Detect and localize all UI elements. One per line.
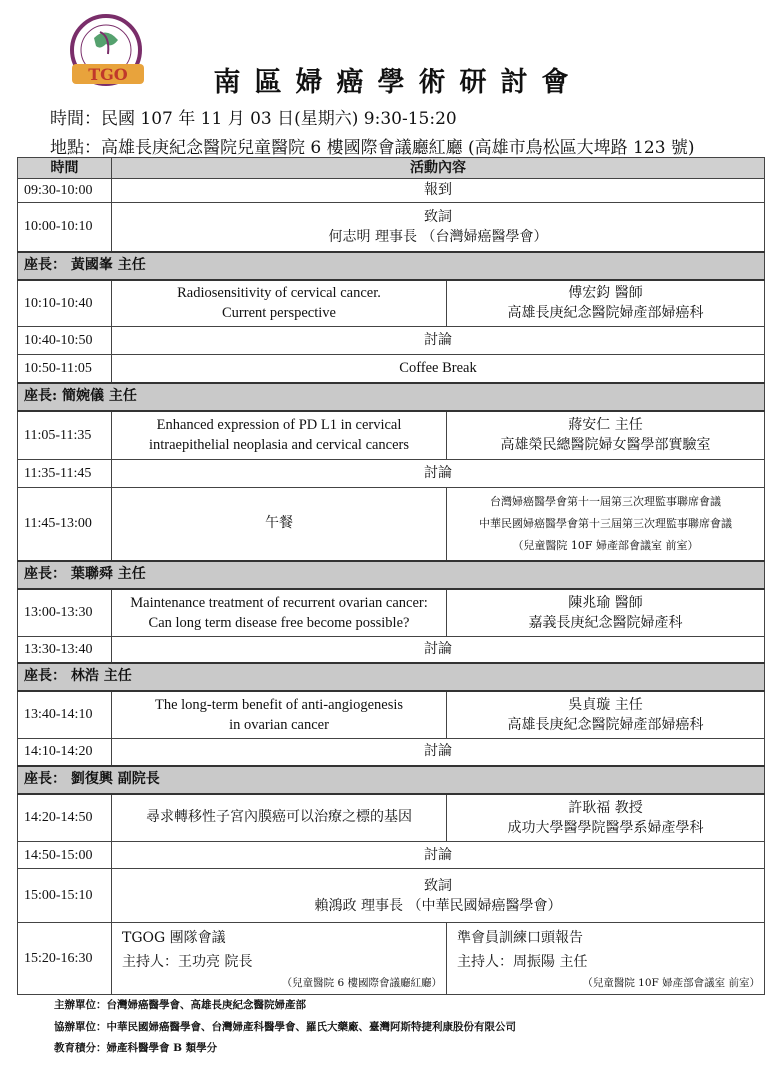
table-row (18, 691, 765, 739)
remarks-label: 致詞 (424, 877, 452, 894)
talk-speaker (447, 280, 765, 327)
talk-topic (112, 589, 447, 637)
row-time: 10:10-10:40 (18, 280, 112, 327)
row-activity: 報到 (112, 179, 765, 203)
session-chair: 座長： 林浩 主任 (18, 663, 765, 691)
chair-row (18, 383, 765, 411)
session-chair: 座長： 葉聯舜 主任 (18, 561, 765, 589)
topic-line: Radiosensitivity of cervical cancer. (177, 285, 381, 302)
meeting-title: 準會員訓練口頭報告 (457, 929, 583, 946)
topic-line: Current perspective (222, 305, 336, 322)
row-time: 13:40-14:10 (18, 691, 112, 739)
organizer-line: 主辦單位：台灣婦癌醫學會、高雄長庚紀念醫院婦產部 (54, 999, 306, 1011)
tgog-meeting (112, 923, 447, 995)
page-title: 南區婦癌學術研討會 (213, 67, 583, 98)
remarks-label: 致詞 (424, 208, 452, 225)
talk-topic (112, 691, 447, 739)
opening-remarks (112, 203, 765, 252)
row-time: 14:10-14:20 (18, 739, 112, 766)
topic-line: intraepithelial neoplasia and cervical cancers (148, 437, 410, 454)
meeting-location: （兒童醫院 6 樓國際會議廳紅廳） (281, 976, 442, 989)
row-time: 10:50-11:05 (18, 355, 112, 383)
speaker-affiliation: 高雄長庚紀念醫院婦產部婦癌科 (507, 716, 704, 733)
table-row (18, 355, 765, 383)
logo-letters: TGO (88, 65, 128, 84)
speaker-affiliation: 嘉義長庚紀念醫院婦產科 (528, 614, 683, 631)
table-row (18, 411, 765, 460)
table-row (18, 794, 765, 842)
row-time: 10:40-10:50 (18, 327, 112, 355)
meeting-host: 主持人：周振陽 主任 (457, 953, 588, 970)
session-chair: 座長： 劉復興 副院長 (18, 766, 765, 794)
schedule-table (17, 157, 765, 995)
table-row (18, 739, 765, 766)
speaker-affiliation: 成功大學醫學院醫學系婦產學科 (507, 819, 704, 836)
talk-speaker (447, 411, 765, 460)
talk-topic: 尋求轉移性子宮內膜癌可以治療之標的基因 (112, 794, 447, 842)
row-activity: 討論 (112, 460, 765, 488)
row-time: 13:00-13:30 (18, 589, 112, 637)
event-time: 時間：民國 107 年 11 月 03 日(星期六) 9:30-15:20 (50, 109, 457, 129)
meeting-location: （兒童醫院 10F 婦產部會議室 前室） (582, 976, 760, 989)
topic-line: The long-term benefit of anti-angiogenesis (154, 696, 404, 713)
board-meetings (447, 488, 765, 561)
row-activity: 討論 (112, 739, 765, 766)
topic-line: Enhanced expression of PD L1 in cervical (156, 417, 402, 434)
speaker-name: 傅宏鈞 醫師 (568, 285, 643, 302)
remarks-speaker: 何志明 理事長 （台灣婦癌醫學會） (328, 228, 548, 245)
table-row (18, 589, 765, 637)
table-header-row (18, 158, 765, 179)
table-row (18, 460, 765, 488)
table-row (18, 869, 765, 923)
speaker-name: 蔣安仁 主任 (568, 417, 643, 434)
speaker-name: 許耿福 教授 (568, 799, 643, 816)
topic-line: Can long term disease free become possible? (148, 614, 410, 631)
row-activity: 討論 (112, 842, 765, 869)
chair-row (18, 252, 765, 280)
table-row (18, 923, 765, 995)
session-chair: 座長: 簡婉儀 主任 (18, 383, 765, 411)
table-row (18, 842, 765, 869)
speaker-affiliation: 高雄長庚紀念醫院婦產部婦癌科 (507, 305, 704, 322)
speaker-name: 吳貞璇 主任 (568, 696, 643, 713)
closing-remarks (112, 869, 765, 923)
col-header-content: 活動內容 (112, 158, 765, 179)
speaker-affiliation: 高雄榮民總醫院婦女醫學部實驗室 (500, 437, 711, 454)
remarks-speaker: 賴鴻政 理事長 （中華民國婦癌醫學會） (314, 897, 562, 914)
row-time: 15:20-16:30 (18, 923, 112, 995)
row-time: 11:05-11:35 (18, 411, 112, 460)
talk-speaker (447, 691, 765, 739)
meeting-line: 中華民國婦癌醫學會第十三屆第三次理監事聯席會議 (479, 516, 732, 530)
row-activity: 討論 (112, 637, 765, 663)
row-time: 11:35-11:45 (18, 460, 112, 488)
meeting-host: 主持人：王功亮 院長 (122, 953, 253, 970)
row-time: 14:20-14:50 (18, 794, 112, 842)
row-time: 15:00-15:10 (18, 869, 112, 923)
row-time: 11:45-13:00 (18, 488, 112, 561)
meeting-title: TGOG 團隊會議 (122, 929, 226, 946)
meeting-location: （兒童醫院 10F 婦產部會議室 前室） (512, 538, 699, 552)
row-time: 14:50-15:00 (18, 842, 112, 869)
row-time: 10:00-10:10 (18, 203, 112, 252)
topic-line: Maintenance treatment of recurrent ovarian cancer: (130, 594, 428, 611)
meeting-line: 台灣婦癌醫學會第十一屆第三次理監事聯席會議 (490, 494, 721, 508)
table-row (18, 179, 765, 203)
chair-row (18, 663, 765, 691)
table-row (18, 637, 765, 663)
talk-speaker (447, 794, 765, 842)
row-activity: 討論 (112, 327, 765, 355)
chair-row (18, 561, 765, 589)
talk-speaker (447, 589, 765, 637)
row-time: 13:30-13:40 (18, 637, 112, 663)
event-location: 地點：高雄長庚紀念醫院兒童醫院 6 樓國際會議廳紅廳 (高雄市鳥松區大埤路 123 號) (50, 138, 695, 158)
session-chair: 座長： 黃國峯 主任 (18, 252, 765, 280)
row-activity: Coffee Break (112, 355, 765, 383)
topic-line: in ovarian cancer (229, 716, 329, 733)
col-header-time: 時間 (18, 158, 112, 179)
table-row (18, 488, 765, 561)
table-row (18, 327, 765, 355)
table-row (18, 280, 765, 327)
table-row (18, 203, 765, 252)
member-training (447, 923, 765, 995)
talk-topic (112, 411, 447, 460)
chair-row (18, 766, 765, 794)
row-time: 09:30-10:00 (18, 179, 112, 203)
credits-line: 教育積分：婦產科醫學會 B 類學分 (54, 1042, 218, 1054)
talk-topic (112, 280, 447, 327)
co-organizer-line: 協辦單位：中華民國婦癌醫學會、台灣婦產科醫學會、羅氏大藥廠、臺灣阿斯特捷利康股份有限公司 (54, 1021, 516, 1033)
lunch-cell: 午餐 (112, 488, 447, 561)
speaker-name: 陳兆瑜 醫師 (568, 594, 643, 611)
